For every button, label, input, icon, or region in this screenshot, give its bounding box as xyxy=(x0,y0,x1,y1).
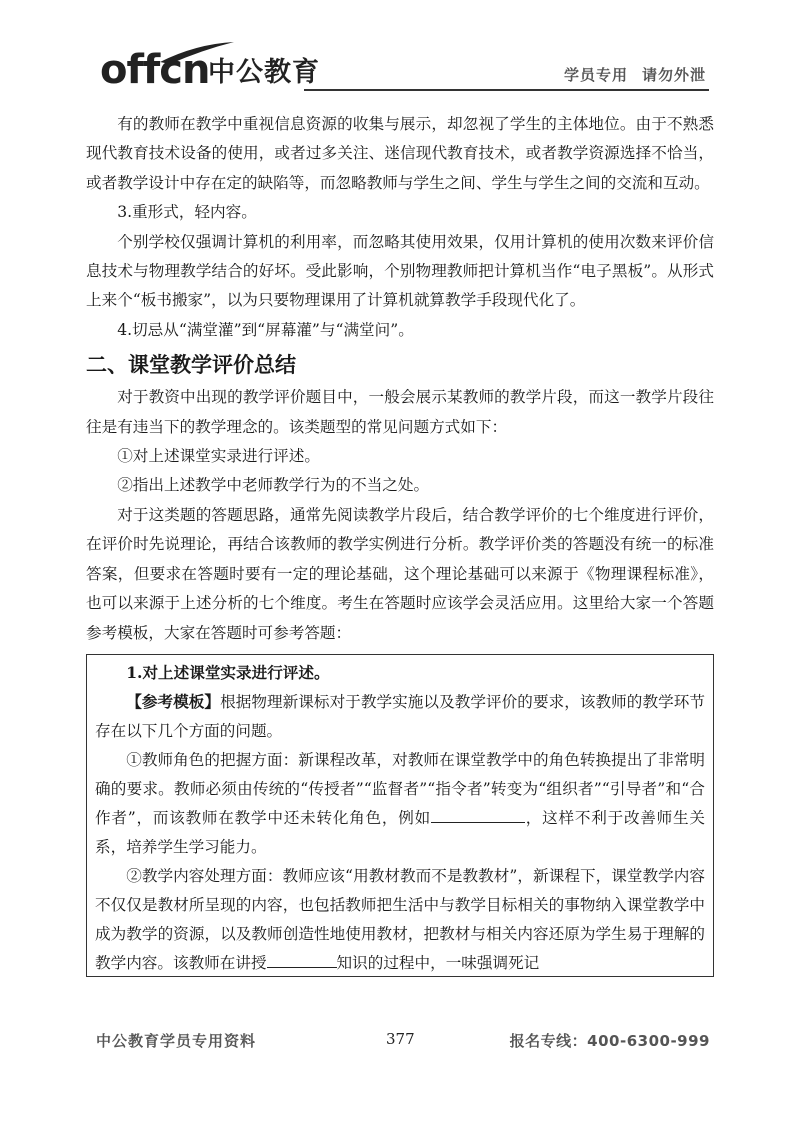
paragraph-7: ②指出上述教学中老师教学行为的不当之处。 xyxy=(117,476,430,495)
box-paragraph-2-post: ，这样不利于改善师生关系，培养学生学习能力。 xyxy=(95,808,705,856)
box-paragraph-1 xyxy=(95,687,705,746)
paragraph-2: 3.重形式，轻内容。 xyxy=(117,203,257,222)
page-number: 377 xyxy=(386,1030,415,1048)
box-paragraph-3-pre: ②教学内容处理方面：教师应该“用教材教而不是教教材”，新课程下，课堂教学内容不仅仅是教材所呈现的内容，也包括教师把生活中与教学目标相关的事物纳入课堂教学中成为教学的资源，以及教师创造性地使用教材，把教材与相关内容还原为学生易于理解的教学内容。该教师在讲授 xyxy=(95,866,705,972)
paragraph-4: 4.切忌从“满堂灌”到“屏幕灌”与“满堂问”。 xyxy=(117,320,414,339)
footer-hotline: 报名专线：400-6300-999 xyxy=(509,1032,710,1050)
template-tag: 【参考模板】 xyxy=(126,691,221,711)
answer-template-box xyxy=(86,654,714,977)
logo-text-cn: 中公教育 xyxy=(208,57,320,88)
box-paragraph-2-pre: ①教师角色的把握方面：新课程改革，对教师在课堂教学中的角色转换提出了非常明确的要求。教师必须由传统的“传授者”“监督者”“指令者”转变为“组织者”“引导者”和“合作者”，而该教师在教学中还未转化角色，例如 xyxy=(95,750,705,827)
paragraph-3: 个别学校仅强调计算机的利用率，而忽略其使用效果，仅用计算机的使用次数来评价信息技术与物理教学结合的好坏。受此影响，个别物理教师把计算机当作“电子黑板”。从形式上来个“板书搬家”，以为只要物理课用了计算机就算教学手段现代化了。 xyxy=(86,232,714,310)
fill-blank-1 xyxy=(431,808,525,823)
section-title: 二、课堂教学评价总结 xyxy=(86,353,296,378)
paragraph-5: 对于教资中出现的教学评价题目中，一般会展示某教师的教学片段，而这一教学片段往往是有违当下的教学理念的。该类题型的常见问题方式如下： xyxy=(86,388,714,436)
page-footer xyxy=(96,1030,710,1054)
paragraph-8: 对于这类题的答题思路，通常先阅读教学片段后，结合教学评价的七个维度进行评价，在评价时先说理论，再结合该教师的教学实例进行分析。教学评价类的答题没有统一的标准答案，但要求在答题时要有一定的理论基础，这个理论基础可以来源于《物理课程标准》，也可以来源于上述分析的七个维度。考生在答题时应该学会灵活应用。这里给大家一个答题参考模板，大家在答题时可参考答题： xyxy=(86,505,714,642)
paragraph-6: ①对上述课堂实录进行评述。 xyxy=(117,447,320,466)
header-note-2: 请勿外泄 xyxy=(641,66,706,84)
footer-left: 中公教育学员专用资料 xyxy=(96,1032,257,1050)
fill-blank-2 xyxy=(267,953,337,968)
page-content xyxy=(86,110,714,977)
header-note-1: 学员专用 xyxy=(563,66,628,84)
header-rule xyxy=(304,89,709,91)
paragraph-1: 有的教师在教学中重视信息资源的收集与展示，却忽视了学生的主体地位。由于不熟悉现代教育技术设备的使用，或者过多关注、迷信现代教育技术，或者教学资源选择不恰当，或者教学设计中存在定的缺陷等，而忽略教师与学生之间、学生与学生之间的交流和互动。 xyxy=(86,115,714,192)
box-title: 1.对上述课堂实录进行评述。 xyxy=(126,662,330,682)
logo-text-en: offcn xyxy=(100,47,210,93)
page-header xyxy=(100,40,710,96)
box-paragraph-1-text: 根据物理新课标对于教学实施以及教学评价的要求，该教师的教学环节存在以下几个方面的问题。 xyxy=(95,692,705,740)
box-paragraph-3-post: 知识的过程中，一味强调死记 xyxy=(336,953,540,972)
box-paragraph-2 xyxy=(95,746,705,862)
box-paragraph-3 xyxy=(95,862,705,977)
header-note xyxy=(564,64,706,85)
